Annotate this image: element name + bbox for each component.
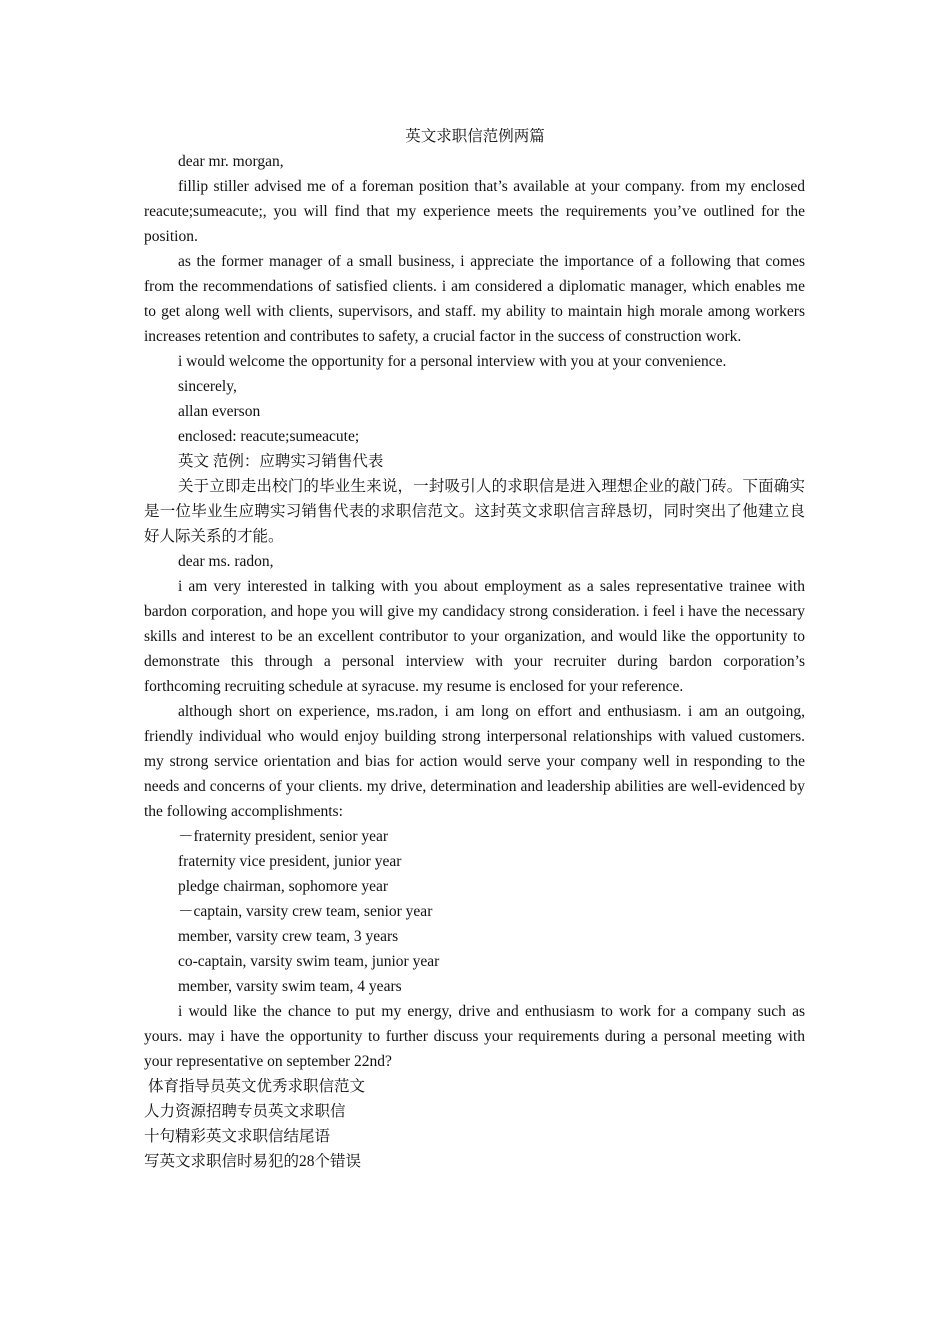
letter1-paragraph-3: i would welcome the opportunity for a personal interview with you at your convenience. xyxy=(178,353,727,370)
letter2-paragraph-3: i would like the chance to put my energy, drive and enthusiasm to work for a company such as yours. may i have the opportunity to further discuss your requirements during a personal meeting with your representative on september 22nd? xyxy=(144,1003,805,1070)
letter1-paragraph-1: fillip stiller advised me of a foreman position that’s available at your company. from my enclosed reacute;sumeacute;, you will find that my experience meets the requirements you’ve outlined for the position. xyxy=(144,178,805,245)
related-link[interactable]: 体育指导员英文优秀求职信范文 xyxy=(148,1078,366,1095)
letter1-closing: sincerely, xyxy=(178,378,237,395)
accomplishment-item: member, varsity swim team, 4 years xyxy=(178,978,402,995)
related-link[interactable]: 人力资源招聘专员英文求职信 xyxy=(144,1103,346,1120)
letter1-salutation: dear mr. morgan, xyxy=(178,153,284,170)
related-link[interactable]: 写英文求职信时易犯的28个错误 xyxy=(144,1153,362,1170)
document-title: 英文求职信范例两篇 xyxy=(405,128,545,145)
section2-intro: 关于立即走出校门的毕业生来说，一封吸引人的求职信是进入理想企业的敲门砖。下面确实是一位毕业生应聘实习销售代表的求职信范文。这封英文求职信言辞恳切，同时突出了他建立良好人际关系的才能。 xyxy=(144,478,805,545)
letter2-paragraph-2: although short on experience, ms.radon, i am long on effort and enthusiasm. i am an outgoing, friendly individual who would enjoy building strong interpersonal relationships with valued customers. my strong service orientation and bias for action would serve your company well in responding to the needs and concerns of your clients. my drive, determination and leadership abilities are well-evidenced by the following accomplishments: xyxy=(144,703,805,820)
letter1-enclosure: enclosed: reacute;sumeacute; xyxy=(178,428,360,445)
accomplishment-item: fraternity vice president, junior year xyxy=(178,853,402,870)
letter2-paragraph-1: i am very interested in talking with you about employment as a sales representative trainee with bardon corporation, and hope you will give my candidacy strong consideration. i feel i have the necessary skills and interest to be an excellent contributor to your organization, and would like the opportunity to demonstrate this through a personal interview with your recruiter during bardon corporation’s forthcoming recruiting schedule at syracuse. my resume is enclosed for your reference. xyxy=(144,578,805,695)
related-link[interactable]: 十句精彩英文求职信结尾语 xyxy=(144,1128,331,1145)
section2-heading: 英文 范例：应聘实习销售代表 xyxy=(178,453,384,470)
letter2-salutation: dear ms. radon, xyxy=(178,553,274,570)
accomplishment-item: co-captain, varsity swim team, junior year xyxy=(178,953,440,970)
accomplishment-item: －captain, varsity crew team, senior year xyxy=(178,903,433,920)
letter1-signature: allan everson xyxy=(178,403,261,420)
document-body xyxy=(144,149,805,1174)
letter1-paragraph-2: as the former manager of a small business, i appreciate the importance of a following that comes from the recommendations of satisfied clients. i am considered a diplomatic manager, which enables me to get along well with clients, supervisors, and staff. my ability to maintain high morale among workers increases retention and contributes to safety, a crucial factor in the success of construction work. xyxy=(144,253,805,345)
accomplishment-item: pledge chairman, sophomore year xyxy=(178,878,389,895)
accomplishment-item: －fraternity president, senior year xyxy=(178,828,389,845)
accomplishment-item: member, varsity crew team, 3 years xyxy=(178,928,399,945)
